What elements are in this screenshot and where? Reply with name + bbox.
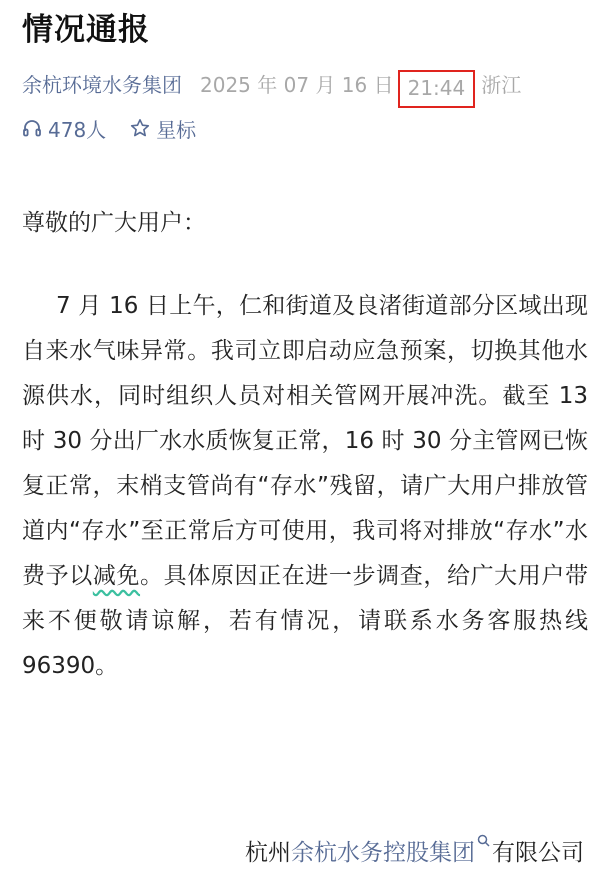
publish-time-highlighted: 21:44 bbox=[398, 70, 476, 108]
account-name-link[interactable]: 余杭环境水务集团 bbox=[22, 72, 182, 97]
publish-date: 2025 年 07 月 16 日 bbox=[200, 72, 394, 97]
headphones-icon bbox=[22, 118, 42, 138]
body-text-part1: 7 月 16 日上午，仁和街道及良渚街道部分区域出现自来水气味异常。我司立即启动应急预案，切换其他水源供水，同时组织人员对相关管网开展冲洗。截至 13 时 30 分出厂水水质恢复正常，16 时 30 分主管网已恢复正常，末梢支管尚有“存水”残留，请广大用户排放管道内“存水”至正常后方可使用，我司将对排放“存水”水费予以 bbox=[22, 293, 588, 589]
article-stats bbox=[22, 113, 196, 143]
search-icon[interactable] bbox=[477, 834, 490, 847]
body-paragraph bbox=[22, 284, 588, 689]
company-link[interactable]: 余杭水务控股集团 bbox=[291, 840, 475, 866]
star-label: 星标 bbox=[156, 117, 197, 142]
listen-count: 478人 bbox=[48, 117, 107, 142]
signature-prefix: 杭州 bbox=[245, 840, 291, 866]
star-outline-icon bbox=[130, 118, 150, 138]
publish-region: 浙江 bbox=[481, 72, 522, 97]
signature bbox=[245, 834, 584, 867]
highlighted-word: 减免 bbox=[92, 563, 141, 589]
signature-suffix: 有限公司 bbox=[492, 840, 584, 866]
star-button[interactable] bbox=[130, 114, 196, 143]
article-title: 情况通报 bbox=[22, 12, 150, 48]
greeting-text: 尊敬的广大用户： bbox=[22, 210, 206, 236]
body-text-part2: 。具体原因正在进一步调查，给广大用户带来不便敬请谅解，若有情况，请联系水务客服热线 96390。 bbox=[22, 563, 589, 679]
article-meta bbox=[22, 66, 521, 100]
listen-count-button[interactable] bbox=[22, 114, 106, 143]
